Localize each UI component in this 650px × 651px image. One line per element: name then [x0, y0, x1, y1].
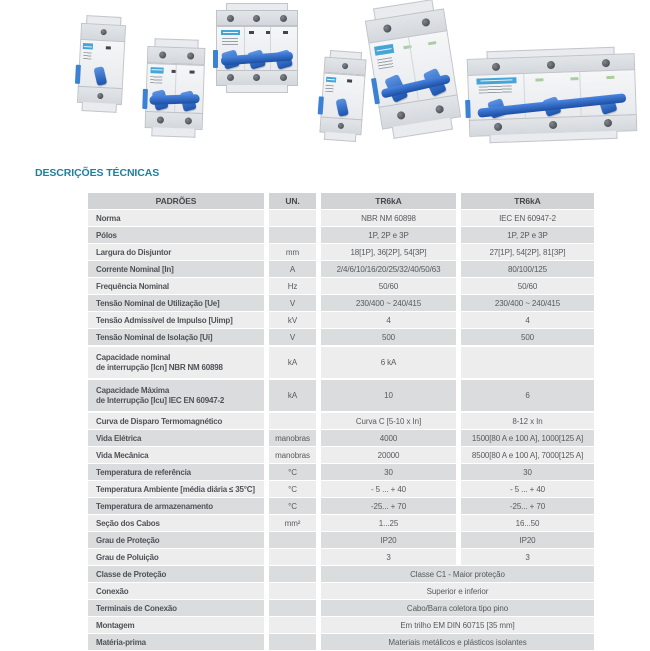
toggle-tie-bar [149, 94, 200, 105]
value-cell-tr6ka-2: 50/60 [461, 278, 594, 294]
row-label: Temperatura Ambiente [média diária ≤ 35°C] [88, 481, 264, 497]
table-row [88, 413, 594, 429]
value-cell-tr6ka-2: 8-12 x In [461, 413, 594, 429]
table-row [88, 566, 594, 582]
indicator-marks [165, 68, 201, 75]
row-label [88, 347, 264, 378]
indicator-window-icon [571, 77, 579, 80]
toggle-levers [322, 89, 364, 117]
indicator-window-icon [606, 76, 614, 79]
circuit-breaker-3-pole-high-current-image [466, 46, 637, 144]
terminal-screw-icon [184, 117, 191, 124]
row-label-line2: de interrupção [Icn] NBR NM 60898 [96, 362, 223, 372]
unit-cell [269, 532, 316, 548]
row-label: Temperatura de referência [88, 464, 264, 480]
unit-cell: °C [269, 464, 316, 480]
indicator-marks [94, 45, 122, 52]
brand-label-sticker [221, 30, 240, 36]
terminal-screw-icon [491, 62, 499, 70]
indicator-marks [243, 30, 294, 35]
terminal-screw-icon [97, 92, 103, 98]
value-cell-tr6ka-2: 6 [461, 380, 594, 411]
value-cell-span: Materiais metálicos e plásticos isolantes [321, 634, 594, 650]
unit-cell: manobras [269, 430, 316, 446]
unit-cell [269, 210, 316, 226]
value-cell-tr6ka-1: NBR NM 60898 [321, 210, 456, 226]
row-label-line1: Capacidade nominal [96, 352, 171, 362]
table-row [88, 532, 594, 548]
unit-cell: V [269, 295, 316, 311]
table-row [88, 278, 594, 294]
brand-label-sticker [83, 43, 94, 50]
breaker-bottom-terminals [216, 70, 298, 86]
din-rail-clip [465, 100, 471, 119]
value-cell-tr6ka-1: -25... + 70 [321, 498, 456, 514]
product-gallery [0, 0, 650, 180]
table-row [88, 329, 594, 345]
breaker-bottom-tab [151, 127, 195, 137]
value-cell-tr6ka-1: IP20 [321, 532, 456, 548]
row-label-line2: de Interrupção [Icu] IEC EN 60947-2 [96, 395, 225, 405]
terminal-screw-icon [338, 122, 344, 128]
din-rail-clip [75, 65, 81, 84]
value-cell-span: Em trilho EM DIN 60715 [35 mm] [321, 617, 594, 633]
brand-label-sticker [374, 44, 394, 55]
circuit-breaker-1-pole-high-current-image [319, 50, 367, 143]
value-cell-tr6ka-2: 27[1P], 54[2P], 81[3P] [461, 244, 594, 260]
breaker-face [467, 69, 637, 121]
row-label: Norma [88, 210, 264, 226]
breaker-bottom-tab [226, 85, 288, 93]
value-cell-tr6ka-1: Curva C [5-10 x In] [321, 413, 456, 429]
value-cell-span: Superior e inferior [321, 583, 594, 599]
unit-cell: kA [269, 380, 316, 411]
terminal-screw-icon [604, 119, 612, 127]
terminal-screw-icon [382, 24, 391, 33]
row-label-line1: Capacidade Máxima [96, 385, 170, 395]
terminal-screw-icon [280, 74, 287, 81]
table-row [88, 380, 594, 411]
value-cell-tr6ka-2: 1P, 2P e 3P [461, 227, 594, 243]
unit-cell [269, 413, 316, 429]
value-cell-tr6ka-1: 18[1P], 36[2P], 54[3P] [321, 244, 456, 260]
value-cell-span: Classe C1 - Maior proteção [321, 566, 594, 582]
table-row [88, 312, 594, 328]
toggle-lever-icon [94, 66, 108, 86]
terminal-screw-icon [421, 18, 430, 27]
row-label: Classe de Proteção [88, 566, 264, 582]
unit-cell [269, 600, 316, 616]
unit-cell: °C [269, 498, 316, 514]
brand-label-sticker [477, 77, 517, 84]
value-cell-tr6ka-2: 230/400 ~ 240/415 [461, 295, 594, 311]
din-rail-clip [142, 89, 148, 109]
value-cell-tr6ka-1: 6 kA [321, 347, 456, 378]
table-header-row [88, 193, 594, 209]
unit-cell [269, 227, 316, 243]
value-cell-tr6ka-2: IP20 [461, 532, 594, 548]
value-cell-tr6ka-2: 1500[80 A e 100 A], 1000[125 A] [461, 430, 594, 446]
terminal-screw-icon [396, 111, 405, 120]
spec-table-body [88, 210, 594, 650]
col-header-tr6ka-1: TR6kA [321, 193, 456, 209]
terminal-screw-icon [602, 59, 610, 67]
indicator-marks [395, 37, 446, 52]
value-cell-tr6ka-2: 8500[80 A e 100 A], 7000[125 A] [461, 447, 594, 463]
col-header-un: UN. [269, 193, 316, 209]
indicator-window-icon [428, 41, 436, 45]
row-label: Tensão Nominal de Isolação [Ui] [88, 329, 264, 345]
row-label: Curva de Disparo Termomagnético [88, 413, 264, 429]
table-row [88, 600, 594, 616]
value-cell-tr6ka-2: 80/100/125 [461, 261, 594, 277]
unit-cell [269, 617, 316, 633]
terminal-screw-icon [342, 63, 348, 69]
breaker-face [216, 26, 298, 71]
unit-cell: mm² [269, 515, 316, 531]
terminal-screw-icon [187, 53, 194, 60]
value-cell-tr6ka-2: IEC EN 60947-2 [461, 210, 594, 226]
unit-cell [269, 549, 316, 565]
row-label: Vida Mecânica [88, 447, 264, 463]
din-rail-clip [213, 50, 218, 68]
value-cell-tr6ka-2: -25... + 70 [461, 498, 594, 514]
unit-cell: V [269, 329, 316, 345]
value-cell-tr6ka-1: 4 [321, 312, 456, 328]
value-cell-tr6ka-2: 4 [461, 312, 594, 328]
row-label: Largura do Disjuntor [88, 244, 264, 260]
row-label: Corrente Nominal [In] [88, 261, 264, 277]
table-row [88, 295, 594, 311]
value-cell-tr6ka-1: 230/400 ~ 240/415 [321, 295, 456, 311]
breaker-bottom-tab [82, 102, 117, 112]
unit-cell: Hz [269, 278, 316, 294]
indicator-window-icon [249, 31, 254, 34]
table-row [88, 447, 594, 463]
indicator-window-icon [190, 71, 195, 74]
table-row [88, 515, 594, 531]
indicator-marks [521, 74, 627, 83]
terminal-screw-icon [227, 74, 234, 81]
unit-cell [269, 583, 316, 599]
table-row [88, 481, 594, 497]
circuit-breaker-3-pole-image [216, 3, 298, 93]
breaker-face [320, 72, 365, 120]
row-label [88, 380, 264, 411]
indicator-window-icon [347, 80, 352, 83]
terminal-screw-icon [547, 61, 555, 69]
table-row [88, 244, 594, 260]
brand-label-sticker [326, 76, 336, 82]
unit-cell: manobras [269, 447, 316, 463]
value-cell-tr6ka-1: 500 [321, 329, 456, 345]
value-cell-tr6ka-1: 3 [321, 549, 456, 565]
breaker-face [78, 39, 125, 89]
circuit-breaker-2-pole-high-current-image [363, 0, 463, 140]
value-cell-span: Cabo/Barra coletora tipo pino [321, 600, 594, 616]
value-cell-tr6ka-2: - 5 ... + 40 [461, 481, 594, 497]
row-label: Temperatura de armazenamento [88, 498, 264, 514]
table-row [88, 549, 594, 565]
value-cell-tr6ka-1: 50/60 [321, 278, 456, 294]
table-row [88, 634, 594, 650]
row-label: Tensão Admissível de Impulso [Uimp] [88, 312, 264, 328]
brand-label-sticker [150, 67, 164, 74]
unit-cell: A [269, 261, 316, 277]
indicator-window-icon [106, 47, 111, 50]
table-row [88, 227, 594, 243]
unit-cell [269, 566, 316, 582]
terminal-screw-icon [100, 29, 106, 35]
value-cell-tr6ka-2: 16...50 [461, 515, 594, 531]
toggle-levers [79, 57, 123, 86]
unit-cell: mm [269, 244, 316, 260]
circuit-breaker-2-pole-image [144, 38, 205, 138]
unit-cell [269, 634, 316, 650]
row-label: Tensão Nominal de Utilização [Ue] [88, 295, 264, 311]
breaker-face [145, 63, 205, 114]
value-cell-tr6ka-1: 1...25 [321, 515, 456, 531]
terminal-screw-icon [494, 123, 502, 131]
col-header-tr6ka-2: TR6kA [461, 193, 594, 209]
table-row [88, 464, 594, 480]
value-cell-tr6ka-2: 500 [461, 329, 594, 345]
row-label: Grau de Poluição [88, 549, 264, 565]
terminal-screw-icon [549, 121, 557, 129]
terminal-screw-icon [159, 52, 166, 59]
row-label: Grau de Proteção [88, 532, 264, 548]
row-label: Seção dos Cabos [88, 515, 264, 531]
indicator-window-icon [535, 78, 543, 81]
terminal-screw-icon [253, 15, 260, 22]
indicator-window-icon [283, 31, 288, 34]
table-row [88, 583, 594, 599]
table-row [88, 210, 594, 226]
unit-cell: kV [269, 312, 316, 328]
table-row [88, 347, 594, 378]
table-row [88, 261, 594, 277]
row-label: Conexão [88, 583, 264, 599]
value-cell-tr6ka-1: - 5 ... + 40 [321, 481, 456, 497]
breaker-bottom-tab [324, 132, 356, 142]
terminal-screw-icon [227, 15, 234, 22]
row-label: Pólos [88, 227, 264, 243]
unit-cell: °C [269, 481, 316, 497]
breaker-top-terminals [216, 10, 298, 26]
value-cell-tr6ka-1: 2/4/6/10/16/20/25/32/40/50/63 [321, 261, 456, 277]
row-label: Montagem [88, 617, 264, 633]
col-header-padroes: PADRÕES [88, 193, 264, 209]
spec-table [88, 193, 594, 651]
toggle-lever-icon [336, 98, 349, 117]
circuit-breaker-1-pole-image [77, 15, 127, 113]
terminal-screw-icon [253, 74, 260, 81]
value-cell-tr6ka-1: 30 [321, 464, 456, 480]
table-row [88, 617, 594, 633]
table-row [88, 430, 594, 446]
row-label: Frequência Nominal [88, 278, 264, 294]
row-label: Matéria-prima [88, 634, 264, 650]
row-label: Terminais de Conexão [88, 600, 264, 616]
table-row [88, 498, 594, 514]
terminal-screw-icon [156, 116, 163, 123]
section-title: DESCRIÇÕES TÉCNICAS [35, 167, 160, 179]
indicator-marks [337, 78, 363, 85]
value-cell-tr6ka-2: 30 [461, 464, 594, 480]
terminal-screw-icon [280, 15, 287, 22]
unit-cell: kA [269, 347, 316, 378]
value-cell-tr6ka-1: 10 [321, 380, 456, 411]
value-cell-tr6ka-1: 4000 [321, 430, 456, 446]
terminal-screw-icon [435, 104, 444, 113]
value-cell-tr6ka-2 [461, 347, 594, 378]
row-label: Vida Elétrica [88, 430, 264, 446]
value-cell-tr6ka-1: 1P, 2P e 3P [321, 227, 456, 243]
value-cell-tr6ka-2: 3 [461, 549, 594, 565]
value-cell-tr6ka-1: 20000 [321, 447, 456, 463]
